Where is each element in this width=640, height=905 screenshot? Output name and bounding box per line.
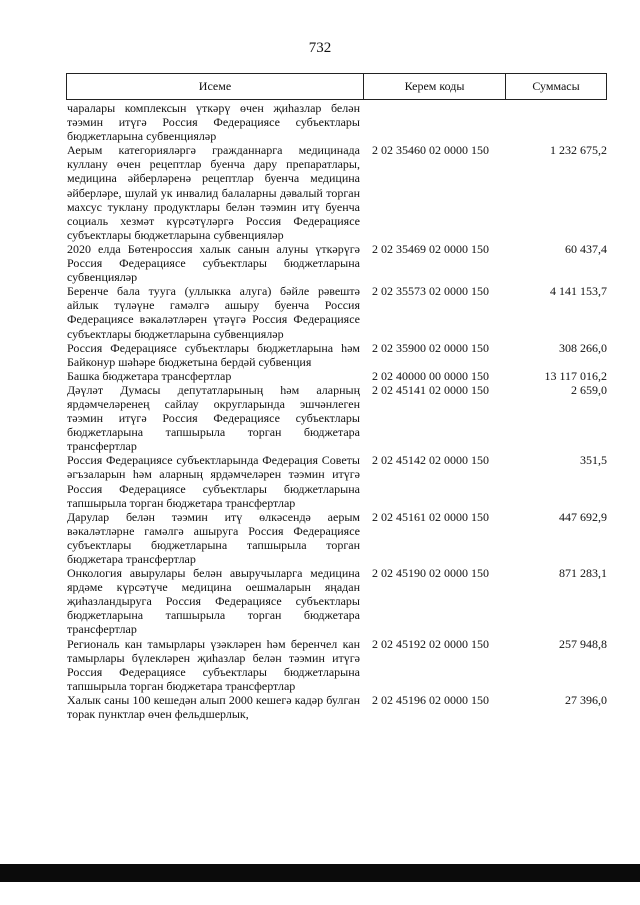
row-sum: 257 948,8	[559, 636, 607, 651]
row-name: Дарулар белән тәэмин итү өлкәсендә аерым вәкаләтләрне гамәлгә ашыруга Россия Федерациясе субъектлары бюджетларына тапшырыла торган бюджетара трансфертлар	[67, 509, 360, 566]
row-name: Халык саны 100 кешедән алып 2000 кешегә кадәр булган торак пунктлар өчен фельдшерлык,	[67, 692, 360, 722]
row-sum	[518, 101, 607, 143]
row-name: Региональ кан тамырлары үзәкләрен һәм беренчел кан тамырлары бүлекләрен җиһазлар белән тәэмин итүгә Россия Федерациясе субъектлары бюджетларына тапшырыла торган бюджетара трансфертлар	[67, 636, 360, 693]
table-row	[67, 637, 607, 693]
column-header-code: Керем коды	[364, 74, 506, 99]
table-body	[67, 101, 607, 721]
row-sum: 27 396,0	[565, 692, 607, 707]
row-code: 2 02 35469 02 0000 150	[372, 241, 489, 256]
row-code: 2 02 35573 02 0000 150	[372, 284, 489, 299]
row-code: 2 02 35900 02 0000 150	[372, 340, 489, 355]
row-code: 2 02 45190 02 0000 150	[372, 566, 489, 581]
row-name: Аерым категорияләргә гражданнарга медицинада куллану өчен рецептлар буенча дару препаратлары, медицина әйберләренә рецептлар буенча медицина әйберләре, шулай ук инвалид балаларны дәвалый торган махсус туклану продуктлары белән тәэмин итү буенча социаль хезмәт күрсәтүләргә Россия Федерациясе субъектлары бюджетларына субвенцияләр	[67, 143, 360, 242]
row-code: 2 02 45142 02 0000 150	[372, 453, 489, 468]
table-row	[67, 693, 607, 721]
column-header-name: Исеме	[67, 74, 364, 99]
row-code: 2 02 35460 02 0000 150	[372, 143, 489, 158]
row-sum: 871 283,1	[559, 566, 607, 581]
row-sum: 13 117 016,2	[544, 368, 607, 383]
row-sum: 60 437,4	[565, 241, 607, 256]
row-code: 2 02 45141 02 0000 150	[372, 382, 489, 397]
table-row	[67, 143, 607, 242]
row-code: 2 02 40000 00 0000 150	[372, 368, 489, 383]
row-name: Россия Федерациясе субъектларында Федерация Советы әгъзаларын һәм аларның ярдәмчеләрен тәэмин итүгә Россия Федерациясе субъектлары бюджетларына тапшырыла торган бюджетара трансфертлар	[67, 453, 360, 510]
row-sum: 4 141 153,7	[550, 284, 607, 299]
row-name: Россия Федерациясе субъектлары бюджетларына һәм Байконур шәһәре бюджетына бердәй субвенция	[67, 340, 360, 369]
row-code: 2 02 45161 02 0000 150	[372, 509, 489, 524]
row-sum: 308 266,0	[559, 340, 607, 355]
table-row	[67, 369, 607, 383]
row-code	[368, 101, 518, 143]
table-row	[67, 383, 607, 453]
column-header-sum: Суммасы	[532, 79, 580, 93]
row-sum: 351,5	[580, 453, 607, 468]
row-sum: 2 659,0	[571, 382, 607, 397]
row-name: Дәүләт Думасы депутатларының һәм аларның ярдәмчеләренең сайлау округларында эшчәнлеген тәэмин итүгә Россия Федерациясе субъектлары бюджетларына тапшырыла торган бюджетара трансфертлар	[67, 382, 360, 454]
row-name: чаралары комплексын үткәрү өчен җиһазлар белән тәэмин итүгә Россия Федерациясе субъектлары бюджетларына субвенцияләр	[67, 101, 360, 144]
row-name: Онкология авырулары белән авыручыларга медицина ярдәме күрсәтүче медицина оешмаларын яңадан җиһазландыруга Россия Федерациясе субъектлары бюджетларына тапшырыла торган бюджетара трансфертлар	[67, 566, 360, 637]
table-row	[67, 341, 607, 369]
row-code: 2 02 45196 02 0000 150	[372, 692, 489, 707]
row-sum: 447 692,9	[559, 509, 607, 524]
table-row	[67, 242, 607, 284]
table-row	[67, 510, 607, 566]
row-sum: 1 232 675,2	[550, 143, 607, 158]
table-row	[67, 284, 607, 340]
row-name: Беренче бала туугa (уллыкка алуга) бәйле рәвештә айлык түләүне гамәлгә ашыру буенча Россия Федерациясе вәкаләтләрен үтәүгә Россия Федерациясе субъектлары бюджетларына субвенцияләр	[67, 284, 360, 341]
table-row	[67, 566, 607, 636]
table-row	[67, 453, 607, 509]
row-name: 2020 елда Бөтенроссия халык санын алуны үткәрүгә Россия Федерациясе субъектлары бюджетларына субвенцияләр	[67, 241, 360, 285]
page-number: 732	[308, 40, 332, 56]
table-row	[67, 101, 607, 143]
row-code: 2 02 45192 02 0000 150	[372, 636, 489, 651]
table-header	[66, 73, 607, 100]
row-name: Башка бюджетара трансфертлар	[67, 368, 232, 383]
scan-bottom-edge	[0, 864, 640, 882]
